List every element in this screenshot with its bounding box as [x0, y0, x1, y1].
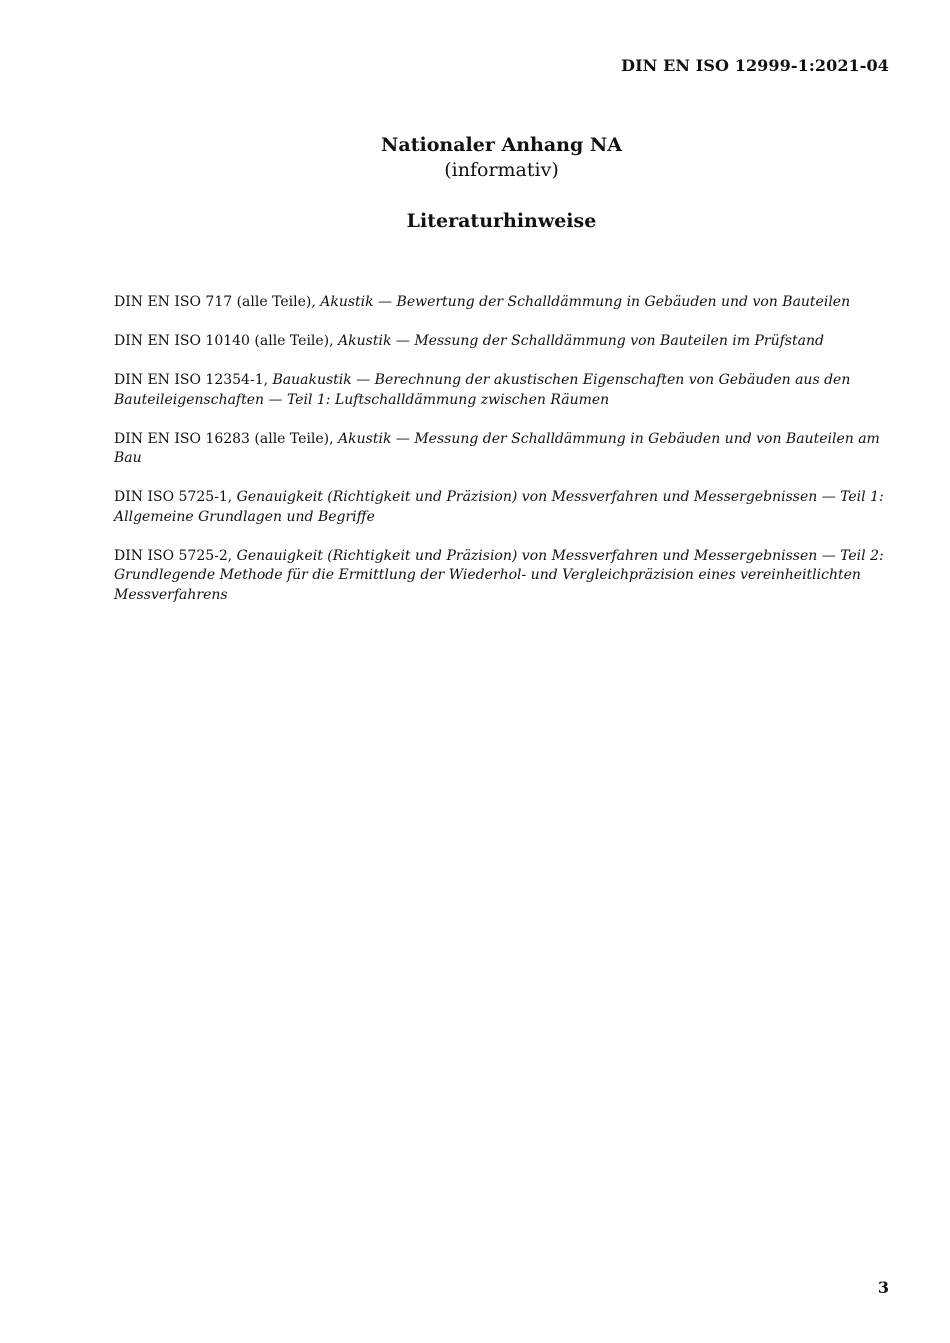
- reference-title: Genauigkeit (Richtigkeit und Präzision) von Messverfahren und Messergebnissen — Teil 1: Allgemeine Grundlagen und Begriffe: [114, 489, 884, 525]
- reference-title: Genauigkeit (Richtigkeit und Präzision) von Messverfahren und Messergebnissen — Teil 2: Grundlegende Methode für die Ermittlung der Wiederhol- und Vergleichpräzision eines vereinheitlichten Messverfahrens: [114, 547, 884, 603]
- document-code: DIN EN ISO 12999-1:2021-04: [621, 56, 889, 75]
- reference-designation: DIN ISO 5725-2,: [114, 547, 237, 564]
- reference-title: Akustik — Messung der Schalldämmung von Bauteilen im Prüfstand: [338, 333, 824, 349]
- reference-designation: DIN EN ISO 717 (alle Teile): [114, 294, 312, 310]
- reference-item: [114, 371, 894, 410]
- reference-designation: DIN EN ISO 10140 (alle Teile),: [114, 333, 339, 349]
- reference-title: , Akustik — Bewertung der Schalldämmung in Gebäuden und von Bauteilen: [311, 294, 851, 310]
- reference-designation: DIN ISO 5725-1,: [114, 489, 237, 505]
- reference-title: Bauakustik — Berechnung der akustischen Eigenschaften von Gebäuden aus den Bauteileigenschaften — Teil 1: Luftschalldämmung zwischen Räumen: [114, 372, 851, 408]
- bibliography-title: Literaturhinweise: [406, 210, 597, 232]
- annex-subtitle: (informativ): [444, 159, 559, 181]
- page-number: 3: [877, 1278, 889, 1297]
- reference-item: [114, 332, 894, 352]
- reference-item: [114, 293, 894, 313]
- reference-designation: DIN EN ISO 16283 (alle Teile),: [114, 430, 339, 447]
- reference-item: [114, 430, 894, 469]
- reference-list: [114, 293, 894, 625]
- reference-item: [114, 547, 894, 606]
- reference-item: [114, 488, 894, 527]
- annex-heading: [0, 132, 950, 182]
- reference-designation: DIN EN ISO 12354-1,: [114, 372, 273, 388]
- annex-title: Nationaler Anhang NA: [381, 134, 622, 156]
- reference-title: Akustik — Messung der Schalldämmung in Gebäuden und von Bauteilen am Bau: [114, 430, 880, 466]
